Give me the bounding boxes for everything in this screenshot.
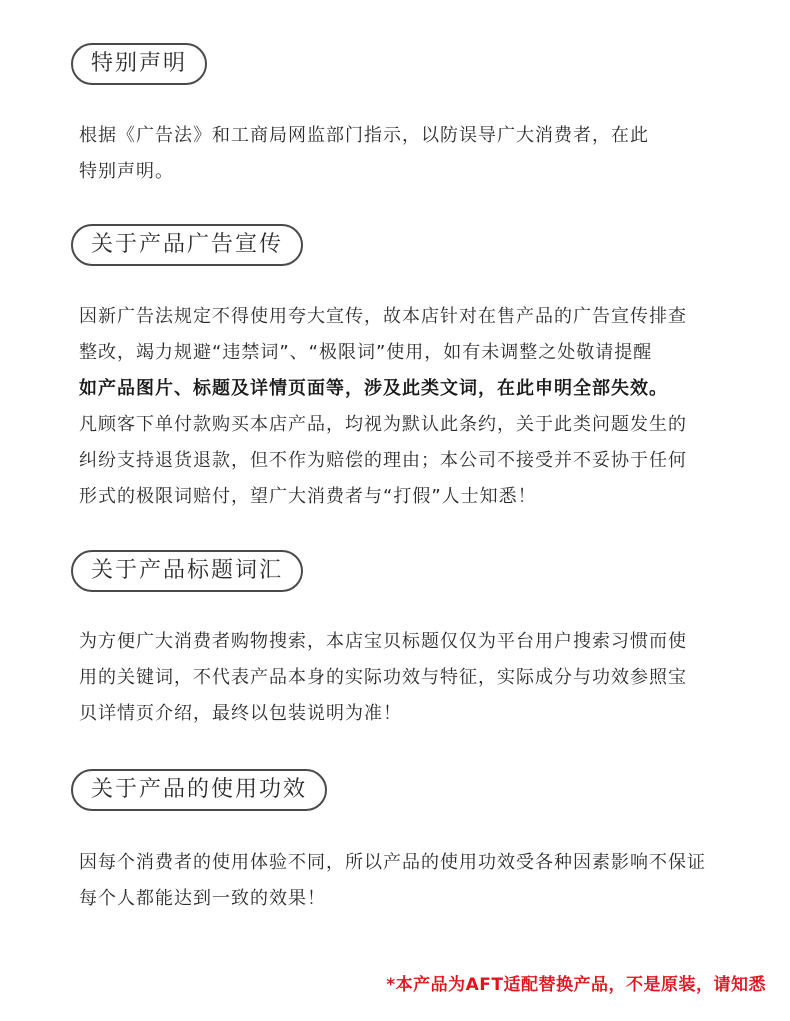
replacement-product-notice: *本产品为AFT适配替换产品，不是原装，请知悉	[386, 975, 766, 995]
section-title-advertising: 关于产品广告宣传	[71, 224, 303, 266]
section-body-special-statement	[79, 118, 759, 190]
section-body-advertising	[79, 299, 759, 515]
section-body-product-title-terms	[79, 624, 759, 732]
section-body-usage-effect	[79, 845, 759, 917]
body-line: 用的关键词，不代表产品本身的实际功效与特征，实际成分与功效参照宝	[79, 667, 687, 688]
body-line: 因每个消费者的使用体验不同，所以产品的使用功效受各种因素影响不保证	[79, 852, 706, 873]
body-line: 整改，竭力规避“违禁词”、“极限词”使用，如有未调整之处敬请提醒	[79, 342, 653, 363]
body-line: 特别声明。	[79, 161, 174, 182]
body-line: 贝详情页介绍，最终以包装说明为准！	[79, 703, 402, 724]
body-line: 形式的极限词赔付，望广大消费者与“打假”人士知悉！	[79, 486, 537, 507]
section-title-usage-effect: 关于产品的使用功效	[71, 769, 327, 811]
body-line: 纠纷支持退货退款，但不作为赔偿的理由；本公司不接受并不妥协于任何	[79, 450, 687, 471]
body-line: 因新广告法规定不得使用夸大宣传，故本店针对在售产品的广告宣传排查	[79, 306, 687, 327]
body-line: 每个人都能达到一致的效果！	[79, 888, 326, 909]
body-line: 根据《广告法》和工商局网监部门指示，以防误导广大消费者，在此	[79, 125, 649, 146]
section-title-product-title-terms: 关于产品标题词汇	[71, 550, 303, 592]
section-title-special-statement: 特别声明	[71, 43, 207, 85]
body-line: 凡顾客下单付款购买本店产品，均视为默认此条约，关于此类问题发生的	[79, 414, 687, 435]
body-line: 为方便广大消费者购物搜索，本店宝贝标题仅仅为平台用户搜索习惯而使	[79, 631, 687, 652]
body-line-emphasis: 如产品图片、标题及详情页面等，涉及此类文词，在此申明全部失效。	[79, 378, 668, 399]
